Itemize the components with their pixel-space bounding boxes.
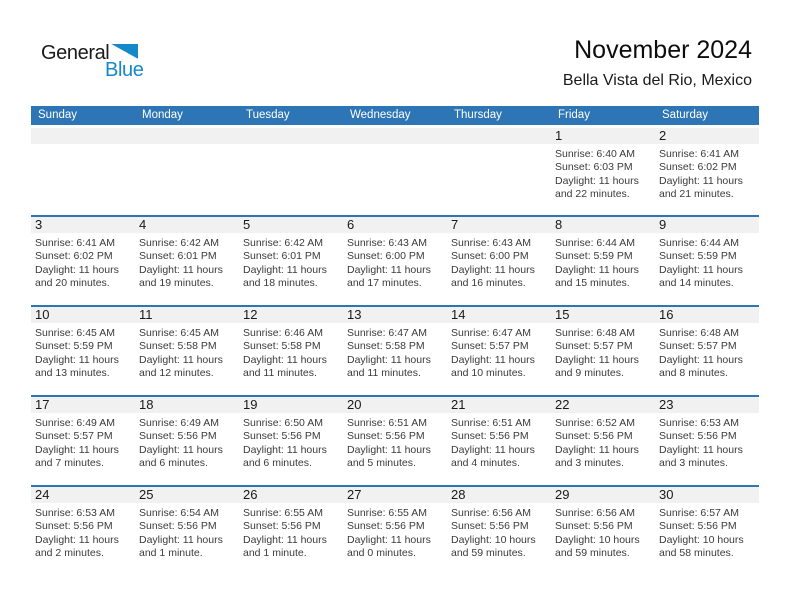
day-number: 16 bbox=[655, 307, 759, 323]
sunrise-text: Sunrise: 6:50 AM bbox=[243, 417, 323, 429]
day-cell-details bbox=[655, 233, 759, 291]
sunset-text: Sunset: 5:57 PM bbox=[35, 430, 113, 443]
sunset-text: Sunset: 5:56 PM bbox=[139, 520, 217, 533]
sunrise-text: Sunrise: 6:55 AM bbox=[347, 507, 427, 519]
day-cell-details bbox=[31, 413, 135, 471]
day-header-tuesday: Tuesday bbox=[246, 109, 290, 121]
sunrise-text: Sunrise: 6:47 AM bbox=[451, 327, 531, 339]
daylight-line1-text: Daylight: 11 hours bbox=[555, 353, 639, 366]
day-number: 13 bbox=[343, 307, 447, 323]
daylight-line1-text: Daylight: 11 hours bbox=[659, 443, 743, 456]
day-cell-8 bbox=[551, 217, 655, 305]
day-cell-details bbox=[551, 503, 655, 561]
day-cell-details bbox=[551, 323, 655, 381]
week-row-2 bbox=[31, 215, 759, 305]
sunrise-text: Sunrise: 6:56 AM bbox=[451, 507, 531, 519]
day-number: 9 bbox=[655, 217, 759, 233]
sunset-text: Sunset: 5:59 PM bbox=[659, 250, 737, 263]
sunrise-text: Sunrise: 6:54 AM bbox=[139, 507, 219, 519]
empty-day-cell bbox=[31, 125, 135, 215]
general-blue-logo bbox=[41, 43, 143, 80]
sunset-text: Sunset: 5:58 PM bbox=[243, 340, 321, 353]
day-cell-6 bbox=[343, 217, 447, 305]
day-number: 10 bbox=[31, 307, 135, 323]
daylight-line2-text: and 6 minutes. bbox=[243, 457, 312, 470]
day-cell-29 bbox=[551, 487, 655, 575]
day-number: 12 bbox=[239, 307, 343, 323]
day-number: 22 bbox=[551, 397, 655, 413]
daylight-line2-text: and 22 minutes. bbox=[555, 188, 630, 201]
day-cell-details bbox=[655, 144, 759, 202]
day-cell-details bbox=[551, 413, 655, 471]
logo-word-general: General bbox=[41, 42, 110, 64]
sunset-text: Sunset: 6:00 PM bbox=[451, 250, 529, 263]
empty-day-cell bbox=[447, 125, 551, 215]
daylight-line1-text: Daylight: 11 hours bbox=[243, 443, 327, 456]
sunrise-text: Sunrise: 6:40 AM bbox=[555, 148, 635, 160]
day-number bbox=[343, 128, 447, 144]
location-subtitle: Bella Vista del Rio, Mexico bbox=[562, 71, 752, 89]
day-cell-7 bbox=[447, 217, 551, 305]
weeks-container bbox=[31, 125, 759, 575]
day-cell-details bbox=[343, 233, 447, 291]
daylight-line1-text: Daylight: 11 hours bbox=[243, 353, 327, 366]
sunrise-text: Sunrise: 6:48 AM bbox=[555, 327, 635, 339]
sunrise-text: Sunrise: 6:47 AM bbox=[347, 327, 427, 339]
day-cell-details bbox=[135, 233, 239, 291]
day-cell-details bbox=[447, 323, 551, 381]
sunrise-text: Sunrise: 6:49 AM bbox=[35, 417, 115, 429]
sunrise-text: Sunrise: 6:46 AM bbox=[243, 327, 323, 339]
day-cell-14 bbox=[447, 307, 551, 395]
sunset-text: Sunset: 5:56 PM bbox=[35, 520, 113, 533]
day-number: 15 bbox=[551, 307, 655, 323]
sunrise-text: Sunrise: 6:41 AM bbox=[659, 148, 739, 160]
day-cell-25 bbox=[135, 487, 239, 575]
daylight-line1-text: Daylight: 11 hours bbox=[555, 174, 639, 187]
daylight-line2-text: and 4 minutes. bbox=[451, 457, 520, 470]
day-number: 19 bbox=[239, 397, 343, 413]
sunrise-text: Sunrise: 6:43 AM bbox=[451, 237, 531, 249]
day-number: 3 bbox=[31, 217, 135, 233]
daylight-line1-text: Daylight: 11 hours bbox=[139, 443, 223, 456]
sunset-text: Sunset: 5:56 PM bbox=[347, 430, 425, 443]
sunrise-text: Sunrise: 6:41 AM bbox=[35, 237, 115, 249]
daylight-line2-text: and 6 minutes. bbox=[139, 457, 208, 470]
day-cell-details bbox=[655, 503, 759, 561]
day-number: 1 bbox=[551, 128, 655, 144]
month-year-title: November 2024 bbox=[574, 36, 752, 64]
sunset-text: Sunset: 5:57 PM bbox=[659, 340, 737, 353]
day-cell-23 bbox=[655, 397, 759, 485]
daylight-line1-text: Daylight: 11 hours bbox=[451, 443, 535, 456]
day-cell-17 bbox=[31, 397, 135, 485]
daylight-line2-text: and 16 minutes. bbox=[451, 277, 526, 290]
day-header-saturday: Saturday bbox=[662, 109, 709, 121]
day-header-row bbox=[31, 106, 759, 125]
day-number: 18 bbox=[135, 397, 239, 413]
sunrise-text: Sunrise: 6:44 AM bbox=[555, 237, 635, 249]
day-cell-16 bbox=[655, 307, 759, 395]
day-cell-9 bbox=[655, 217, 759, 305]
day-cell-24 bbox=[31, 487, 135, 575]
day-header-wednesday: Wednesday bbox=[350, 109, 411, 121]
day-header-monday: Monday bbox=[142, 109, 183, 121]
sunset-text: Sunset: 5:56 PM bbox=[555, 430, 633, 443]
sunset-text: Sunset: 5:56 PM bbox=[659, 430, 737, 443]
daylight-line2-text: and 2 minutes. bbox=[35, 547, 104, 560]
day-cell-21 bbox=[447, 397, 551, 485]
empty-day-cell bbox=[343, 125, 447, 215]
daylight-line1-text: Daylight: 11 hours bbox=[139, 533, 223, 546]
day-cell-19 bbox=[239, 397, 343, 485]
daylight-line1-text: Daylight: 11 hours bbox=[659, 263, 743, 276]
day-cell-details bbox=[655, 413, 759, 471]
sunset-text: Sunset: 5:56 PM bbox=[243, 430, 321, 443]
daylight-line2-text: and 15 minutes. bbox=[555, 277, 630, 290]
day-cell-30 bbox=[655, 487, 759, 575]
sunset-text: Sunset: 5:56 PM bbox=[347, 520, 425, 533]
daylight-line2-text: and 19 minutes. bbox=[139, 277, 214, 290]
day-cell-details bbox=[447, 413, 551, 471]
day-header-friday: Friday bbox=[558, 109, 590, 121]
day-number: 2 bbox=[655, 128, 759, 144]
sunrise-text: Sunrise: 6:55 AM bbox=[243, 507, 323, 519]
daylight-line2-text: and 58 minutes. bbox=[659, 547, 734, 560]
calendar-table bbox=[31, 106, 759, 575]
daylight-line1-text: Daylight: 11 hours bbox=[659, 353, 743, 366]
daylight-line1-text: Daylight: 11 hours bbox=[347, 443, 431, 456]
day-number: 5 bbox=[239, 217, 343, 233]
sunrise-text: Sunrise: 6:51 AM bbox=[451, 417, 531, 429]
day-cell-details bbox=[31, 503, 135, 561]
day-cell-4 bbox=[135, 217, 239, 305]
sunset-text: Sunset: 5:58 PM bbox=[347, 340, 425, 353]
daylight-line2-text: and 11 minutes. bbox=[243, 367, 317, 380]
sunset-text: Sunset: 5:56 PM bbox=[243, 520, 321, 533]
day-cell-20 bbox=[343, 397, 447, 485]
day-number: 23 bbox=[655, 397, 759, 413]
daylight-line2-text: and 18 minutes. bbox=[243, 277, 318, 290]
day-number: 20 bbox=[343, 397, 447, 413]
sunrise-text: Sunrise: 6:48 AM bbox=[659, 327, 739, 339]
day-cell-details bbox=[135, 323, 239, 381]
day-cell-22 bbox=[551, 397, 655, 485]
sunrise-text: Sunrise: 6:45 AM bbox=[35, 327, 115, 339]
sunrise-text: Sunrise: 6:44 AM bbox=[659, 237, 739, 249]
daylight-line2-text: and 13 minutes. bbox=[35, 367, 110, 380]
day-cell-details bbox=[447, 503, 551, 561]
daylight-line1-text: Daylight: 11 hours bbox=[347, 533, 431, 546]
sunrise-text: Sunrise: 6:57 AM bbox=[659, 507, 739, 519]
day-number: 28 bbox=[447, 487, 551, 503]
sunrise-text: Sunrise: 6:49 AM bbox=[139, 417, 219, 429]
sunset-text: Sunset: 5:59 PM bbox=[555, 250, 633, 263]
daylight-line1-text: Daylight: 10 hours bbox=[451, 533, 536, 546]
day-cell-details bbox=[239, 233, 343, 291]
day-cell-details bbox=[343, 413, 447, 471]
sunset-text: Sunset: 5:56 PM bbox=[451, 520, 529, 533]
daylight-line2-text: and 1 minute. bbox=[139, 547, 203, 560]
daylight-line2-text: and 1 minute. bbox=[243, 547, 307, 560]
daylight-line2-text: and 0 minutes. bbox=[347, 547, 416, 560]
sunrise-text: Sunrise: 6:52 AM bbox=[555, 417, 635, 429]
daylight-line2-text: and 20 minutes. bbox=[35, 277, 110, 290]
sunrise-text: Sunrise: 6:53 AM bbox=[35, 507, 115, 519]
daylight-line1-text: Daylight: 11 hours bbox=[555, 263, 639, 276]
day-cell-26 bbox=[239, 487, 343, 575]
day-number: 7 bbox=[447, 217, 551, 233]
day-cell-3 bbox=[31, 217, 135, 305]
sunrise-text: Sunrise: 6:45 AM bbox=[139, 327, 219, 339]
sunset-text: Sunset: 6:02 PM bbox=[659, 161, 737, 174]
day-number: 8 bbox=[551, 217, 655, 233]
sunset-text: Sunset: 6:01 PM bbox=[243, 250, 321, 263]
day-number: 11 bbox=[135, 307, 239, 323]
daylight-line1-text: Daylight: 11 hours bbox=[139, 263, 223, 276]
empty-day-cell bbox=[135, 125, 239, 215]
sunrise-text: Sunrise: 6:53 AM bbox=[659, 417, 739, 429]
daylight-line1-text: Daylight: 11 hours bbox=[139, 353, 223, 366]
day-cell-18 bbox=[135, 397, 239, 485]
day-cell-details bbox=[239, 413, 343, 471]
day-cell-details bbox=[31, 233, 135, 291]
sunrise-text: Sunrise: 6:42 AM bbox=[243, 237, 323, 249]
day-number bbox=[31, 128, 135, 144]
day-cell-details bbox=[447, 233, 551, 291]
day-number: 4 bbox=[135, 217, 239, 233]
day-cell-10 bbox=[31, 307, 135, 395]
daylight-line2-text: and 14 minutes. bbox=[659, 277, 734, 290]
day-cell-details bbox=[31, 323, 135, 381]
day-cell-15 bbox=[551, 307, 655, 395]
daylight-line2-text: and 21 minutes. bbox=[659, 188, 734, 201]
day-cell-28 bbox=[447, 487, 551, 575]
day-cell-details bbox=[239, 323, 343, 381]
sunset-text: Sunset: 5:57 PM bbox=[555, 340, 633, 353]
daylight-line1-text: Daylight: 10 hours bbox=[659, 533, 744, 546]
day-cell-2 bbox=[655, 125, 759, 215]
logo-triangle-icon bbox=[111, 44, 138, 59]
day-cell-details bbox=[343, 323, 447, 381]
day-number: 14 bbox=[447, 307, 551, 323]
week-row-5 bbox=[31, 485, 759, 575]
logo-word-blue: Blue bbox=[105, 59, 144, 81]
day-number: 24 bbox=[31, 487, 135, 503]
day-cell-13 bbox=[343, 307, 447, 395]
sunrise-text: Sunrise: 6:43 AM bbox=[347, 237, 427, 249]
daylight-line1-text: Daylight: 11 hours bbox=[555, 443, 639, 456]
sunset-text: Sunset: 6:00 PM bbox=[347, 250, 425, 263]
empty-day-cell bbox=[239, 125, 343, 215]
sunset-text: Sunset: 5:58 PM bbox=[139, 340, 217, 353]
sunset-text: Sunset: 6:02 PM bbox=[35, 250, 113, 263]
week-row-4 bbox=[31, 395, 759, 485]
sunset-text: Sunset: 5:59 PM bbox=[35, 340, 113, 353]
sunset-text: Sunset: 5:56 PM bbox=[451, 430, 529, 443]
daylight-line2-text: and 3 minutes. bbox=[659, 457, 728, 470]
daylight-line1-text: Daylight: 11 hours bbox=[35, 353, 119, 366]
day-number bbox=[447, 128, 551, 144]
day-cell-5 bbox=[239, 217, 343, 305]
daylight-line1-text: Daylight: 11 hours bbox=[243, 263, 327, 276]
sunset-text: Sunset: 5:56 PM bbox=[139, 430, 217, 443]
day-cell-12 bbox=[239, 307, 343, 395]
daylight-line2-text: and 5 minutes. bbox=[347, 457, 416, 470]
day-header-thursday: Thursday bbox=[454, 109, 502, 121]
day-number: 17 bbox=[31, 397, 135, 413]
daylight-line2-text: and 8 minutes. bbox=[659, 367, 728, 380]
daylight-line2-text: and 3 minutes. bbox=[555, 457, 624, 470]
day-number: 6 bbox=[343, 217, 447, 233]
day-cell-details bbox=[239, 503, 343, 561]
sunrise-text: Sunrise: 6:56 AM bbox=[555, 507, 635, 519]
day-number: 29 bbox=[551, 487, 655, 503]
sunset-text: Sunset: 6:01 PM bbox=[139, 250, 217, 263]
daylight-line2-text: and 7 minutes. bbox=[35, 457, 104, 470]
daylight-line1-text: Daylight: 11 hours bbox=[243, 533, 327, 546]
day-cell-details bbox=[135, 413, 239, 471]
daylight-line1-text: Daylight: 11 hours bbox=[347, 263, 431, 276]
daylight-line1-text: Daylight: 11 hours bbox=[659, 174, 743, 187]
daylight-line2-text: and 11 minutes. bbox=[347, 367, 421, 380]
day-cell-details bbox=[135, 503, 239, 561]
sunset-text: Sunset: 5:57 PM bbox=[451, 340, 529, 353]
daylight-line1-text: Daylight: 11 hours bbox=[35, 263, 119, 276]
day-cell-11 bbox=[135, 307, 239, 395]
title-block bbox=[563, 36, 752, 90]
daylight-line1-text: Daylight: 11 hours bbox=[347, 353, 431, 366]
sunset-text: Sunset: 5:56 PM bbox=[555, 520, 633, 533]
daylight-line2-text: and 9 minutes. bbox=[555, 367, 624, 380]
day-number: 30 bbox=[655, 487, 759, 503]
day-number: 21 bbox=[447, 397, 551, 413]
day-cell-details bbox=[551, 144, 655, 202]
sunset-text: Sunset: 5:56 PM bbox=[659, 520, 737, 533]
day-number bbox=[135, 128, 239, 144]
day-cell-details bbox=[655, 323, 759, 381]
daylight-line2-text: and 59 minutes. bbox=[555, 547, 630, 560]
day-cell-details bbox=[551, 233, 655, 291]
daylight-line2-text: and 59 minutes. bbox=[451, 547, 526, 560]
day-number: 27 bbox=[343, 487, 447, 503]
daylight-line1-text: Daylight: 11 hours bbox=[35, 533, 119, 546]
daylight-line1-text: Daylight: 11 hours bbox=[35, 443, 119, 456]
week-row-1 bbox=[31, 125, 759, 215]
sunrise-text: Sunrise: 6:51 AM bbox=[347, 417, 427, 429]
day-number: 25 bbox=[135, 487, 239, 503]
daylight-line1-text: Daylight: 11 hours bbox=[451, 353, 535, 366]
day-number bbox=[239, 128, 343, 144]
day-cell-details bbox=[343, 503, 447, 561]
daylight-line1-text: Daylight: 10 hours bbox=[555, 533, 640, 546]
day-cell-27 bbox=[343, 487, 447, 575]
day-cell-1 bbox=[551, 125, 655, 215]
daylight-line2-text: and 12 minutes. bbox=[139, 367, 214, 380]
daylight-line2-text: and 17 minutes. bbox=[347, 277, 422, 290]
week-row-3 bbox=[31, 305, 759, 395]
daylight-line2-text: and 10 minutes. bbox=[451, 367, 526, 380]
day-number: 26 bbox=[239, 487, 343, 503]
sunrise-text: Sunrise: 6:42 AM bbox=[139, 237, 219, 249]
sunset-text: Sunset: 6:03 PM bbox=[555, 161, 633, 174]
day-header-sunday: Sunday bbox=[38, 109, 78, 121]
daylight-line1-text: Daylight: 11 hours bbox=[451, 263, 535, 276]
